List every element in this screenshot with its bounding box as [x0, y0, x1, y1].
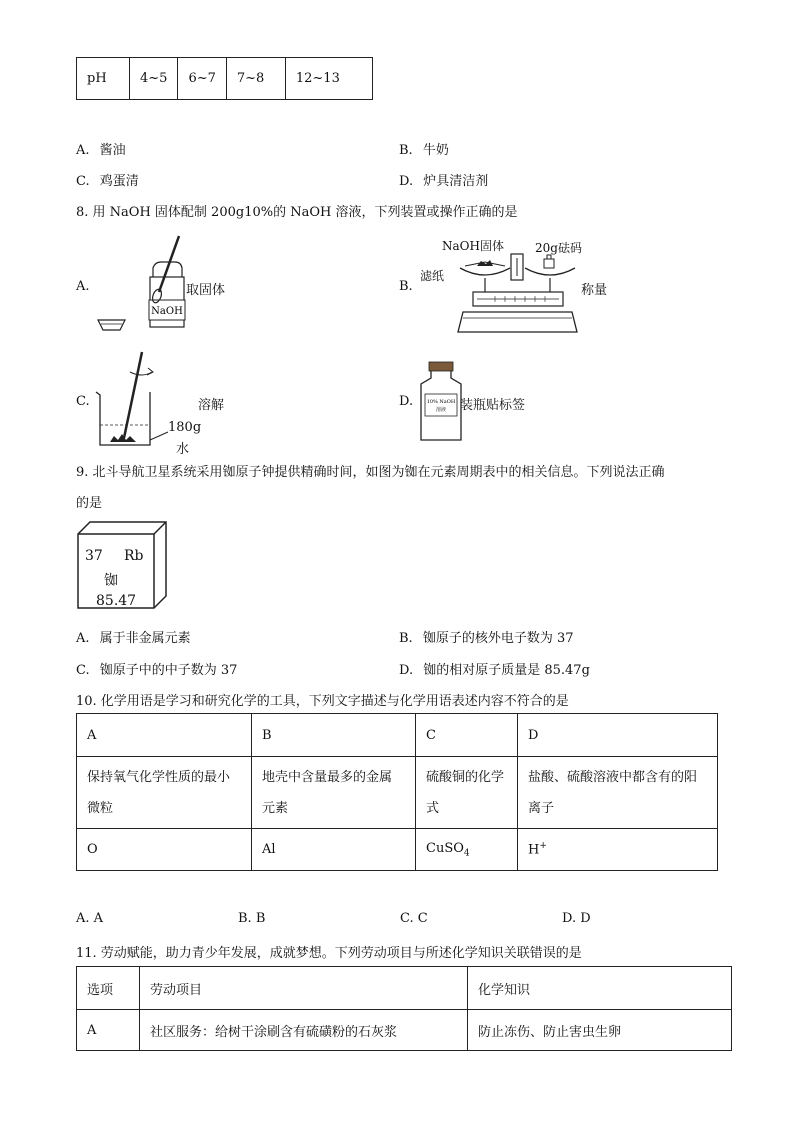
q7-option-b[interactable]: [399, 139, 449, 158]
q8-option-c-caption: 溶解: [198, 398, 225, 413]
option-letter: B.: [399, 143, 413, 158]
label-filter-paper: 滤纸: [420, 269, 445, 283]
q7-option-c[interactable]: [76, 170, 139, 189]
cell-line: 元素: [262, 800, 289, 816]
q9-option-b[interactable]: [399, 627, 574, 646]
q8-stem: 8. 用 NaOH 固体配制 200g10%的 NaOH 溶液，下列装置或操作正确的是: [76, 205, 518, 220]
option-letter: B.: [399, 631, 413, 646]
spatula-bottle-illustration: [95, 232, 195, 337]
q8-option-b-caption: 称量: [581, 283, 608, 298]
table-cell: [518, 757, 718, 829]
table-cell: 社区服务：给树干涂刷含有硫磺粉的石灰浆: [140, 1010, 468, 1051]
q9-stem-line1: 9. 北斗导航卫星系统采用铷原子钟提供精确时间，如图为铷在元素周期表中的相关信息。下列说法正确: [76, 465, 665, 480]
q9-option-d[interactable]: [399, 659, 590, 678]
formula-superscript: +: [539, 841, 547, 852]
formula: CuSO: [426, 840, 464, 856]
bottle-label-line1: 10% NaOH: [426, 399, 456, 405]
bottle-label-line2: 溶液: [435, 407, 447, 413]
q8-option-d-letter[interactable]: D.: [399, 394, 414, 409]
table-header-cell: 选项: [77, 967, 140, 1010]
table-cell: 防止冻伤、防止害虫生卵: [468, 1010, 732, 1051]
cell-line: 保持氧气化学性质的最小: [87, 769, 231, 785]
cell-line: 式: [426, 800, 440, 816]
option-letter: C.: [76, 174, 90, 189]
cell-line: 微粒: [87, 800, 114, 816]
q10-option-a[interactable]: A. A: [76, 911, 104, 926]
table-header-cell: C: [416, 714, 518, 757]
option-text: 铷原子的核外电子数为 37: [422, 631, 574, 646]
q7-option-d[interactable]: [399, 170, 488, 189]
table-cell: 4~5: [130, 58, 178, 100]
option-text: 铷的相对原子质量是 85.47g: [423, 663, 590, 678]
table-row: [77, 829, 718, 871]
option-text: 酱油: [99, 143, 126, 158]
option-letter: D.: [399, 174, 414, 189]
table-header-cell: D: [518, 714, 718, 757]
option-letter: D.: [399, 663, 414, 678]
q8-option-d-caption: 装瓶贴标签: [460, 398, 526, 413]
ph-table: [76, 57, 373, 100]
bottle-label: NaOH: [151, 306, 183, 317]
table-cell: [252, 757, 416, 829]
table-header-cell: A: [77, 714, 252, 757]
q8-option-b-letter[interactable]: B.: [399, 279, 413, 294]
q11-stem: 11. 劳动赋能，助力青少年发展，成就梦想。下列劳动项目与所述化学知识关联错误的是: [76, 946, 582, 961]
q9-option-c[interactable]: [76, 659, 237, 678]
q8-option-a-letter[interactable]: A.: [76, 279, 90, 294]
label-weight: 20g砝码: [535, 241, 582, 255]
formula: H: [528, 842, 540, 858]
q8-option-c-letter[interactable]: C.: [76, 394, 90, 409]
formula: Al: [262, 842, 276, 857]
water-mass-label: 180g: [168, 420, 202, 435]
option-text: 属于非金属元素: [99, 631, 191, 646]
element-mass: 85.47: [96, 593, 137, 609]
option-text: 牛奶: [422, 143, 449, 158]
table-header-cell: B: [252, 714, 416, 757]
option-text: 鸡蛋清: [99, 174, 139, 189]
table-header-cell: 劳动项目: [140, 967, 468, 1010]
table-cell: 6~7: [178, 58, 226, 100]
q7-option-a[interactable]: [76, 139, 126, 158]
table-cell: [416, 829, 518, 871]
option-letter: A.: [76, 631, 90, 646]
balance-illustration: [455, 252, 580, 338]
table-row: [77, 1010, 732, 1051]
table-cell: 7~8: [226, 58, 285, 100]
element-symbol: Rb: [124, 548, 144, 564]
q10-option-c[interactable]: C. C: [400, 911, 428, 926]
q10-table: [76, 713, 718, 871]
table-cell: [77, 757, 252, 829]
label-naoh-solid: NaOH固体: [442, 239, 504, 253]
water-label: 水: [176, 442, 190, 457]
table-header-row: [77, 714, 718, 757]
q10-option-b[interactable]: B. B: [238, 911, 266, 926]
table-cell: [252, 829, 416, 871]
q11-table: [76, 966, 732, 1051]
cell-line: 地壳中含量最多的金属: [262, 769, 393, 785]
formula: O: [87, 842, 98, 857]
table-cell: [77, 829, 252, 871]
table-header-row: [77, 967, 732, 1010]
q8-option-a-caption: 取固体: [186, 283, 226, 298]
option-text: 炉具清洁剂: [423, 174, 489, 189]
table-cell: [518, 829, 718, 871]
table-cell: 12~13: [285, 58, 372, 100]
cell-line: 盐酸、硫酸溶液中都含有的阳: [528, 769, 698, 785]
q9-stem-line2: 的是: [76, 496, 103, 511]
table-cell: [416, 757, 518, 829]
cell-line: 硫酸铜的化学: [426, 769, 505, 785]
option-text: 铷原子中的中子数为 37: [99, 663, 238, 678]
labeled-bottle-illustration: [418, 360, 464, 442]
table-row: [77, 757, 718, 829]
q9-option-a[interactable]: [76, 627, 191, 646]
q10-stem: 10. 化学用语是学习和研究化学的工具，下列文字描述与化学用语表述内容不符合的是: [76, 694, 569, 709]
q10-option-d[interactable]: D. D: [562, 911, 591, 926]
table-header-cell: 化学知识: [468, 967, 732, 1010]
element-number: 37: [85, 548, 103, 564]
table-row: [77, 58, 373, 100]
table-cell: A: [77, 1010, 140, 1051]
cell-line: 离子: [528, 800, 555, 816]
option-letter: C.: [76, 663, 90, 678]
option-letter: A.: [76, 143, 90, 158]
water-pointer-line: [148, 428, 170, 442]
element-name: 铷: [104, 573, 118, 589]
table-cell: pH: [77, 58, 130, 100]
formula-subscript: 4: [463, 848, 470, 859]
